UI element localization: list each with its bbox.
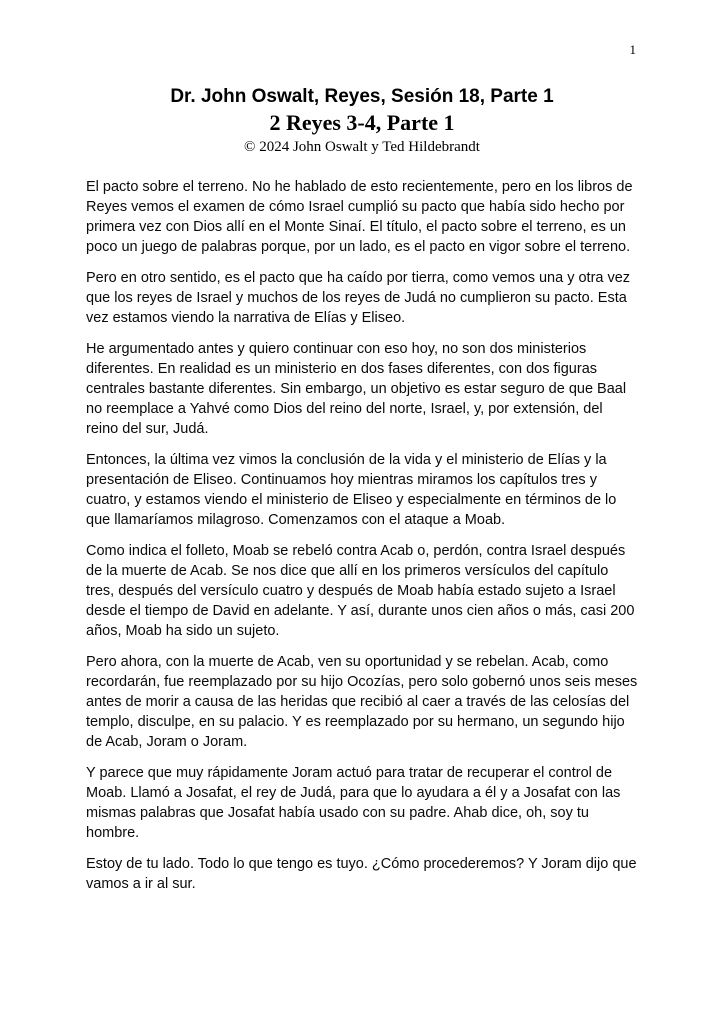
page-number: 1 (629, 42, 636, 57)
document-title: Dr. John Oswalt, Reyes, Sesión 18, Parte 1 (170, 86, 554, 107)
document-subtitle: 2 Reyes 3-4, Parte 1 (269, 110, 455, 135)
paragraph: Como indica el folleto, Moab se rebeló contra Acab o, perdón, contra Israel después de la muerte de Acab. Se nos dice que allí en los primeros versículos del capítulo tres, después del versículo cuatro y después de Moab había estado sujeto a Israel desde el tiempo de David en adelante. Y así, durante unos cien años o más, casi 200 años, Moab ha sido un sujeto. (86, 543, 635, 639)
paragraph: Entonces, la última vez vimos la conclusión de la vida y el ministerio de Elías y la presentación de Eliseo. Continuamos hoy mientras miramos los capítulos tres y cuatro, y estamos viendo el ministerio de Eliseo y especialmente en términos de lo que llamaríamos milagroso. Comenzamos con el ataque a Moab. (86, 452, 617, 528)
paragraph: El pacto sobre el terreno. No he hablado de esto recientemente, pero en los libros de Reyes vemos el examen de cómo Israel cumplió su pacto que había sido hecho por primera vez con Dios allí en el Monte Sinaí. El título, el pacto sobre el terreno, es un poco un juego de palabras porque, por un lado, es el pacto en vigor sobre el terreno. (86, 179, 633, 255)
paragraph: He argumentado antes y quiero continuar con eso hoy, no son dos ministerios diferentes. En realidad es un ministerio en dos fases diferentes, con dos figuras centrales bastante diferentes. Sin embargo, un objetivo es estar seguro de que Baal no reemplace a Yahvé como Dios del reino del norte, Israel, y, por extensión, del reino del sur, Judá. (86, 341, 627, 437)
copyright-line: © 2024 John Oswalt y Ted Hildebrandt (244, 139, 480, 155)
paragraph: Estoy de tu lado. Todo lo que tengo es tuyo. ¿Cómo procederemos? Y Joram dijo que vamos a ir al sur. (86, 856, 637, 892)
paragraph: Y parece que muy rápidamente Joram actuó para tratar de recuperar el control de Moab. Llamó a Josafat, el rey de Judá, para que lo ayudara a él y a Josafat con las mismas palabras que Josafat había usado con su padre. Ahab dice, oh, soy tu hombre. (86, 765, 621, 841)
paragraph: Pero en otro sentido, es el pacto que ha caído por tierra, como vemos una y otra vez que los reyes de Israel y muchos de los reyes de Judá no cumplieron su pacto. Esta vez estamos viendo la narrativa de Elías y Eliseo. (86, 270, 631, 326)
paragraph: Pero ahora, con la muerte de Acab, ven su oportunidad y se rebelan. Acab, como recordarán, fue reemplazado por su hijo Ocozías, pero solo gobernó unos seis meses antes de morir a causa de las heridas que recibió al caer a través de las celosías del templo, disculpe, en su palacio. Y es reemplazado por su hermano, un segundo hijo de Acab, Joram o Joram. (86, 654, 638, 750)
